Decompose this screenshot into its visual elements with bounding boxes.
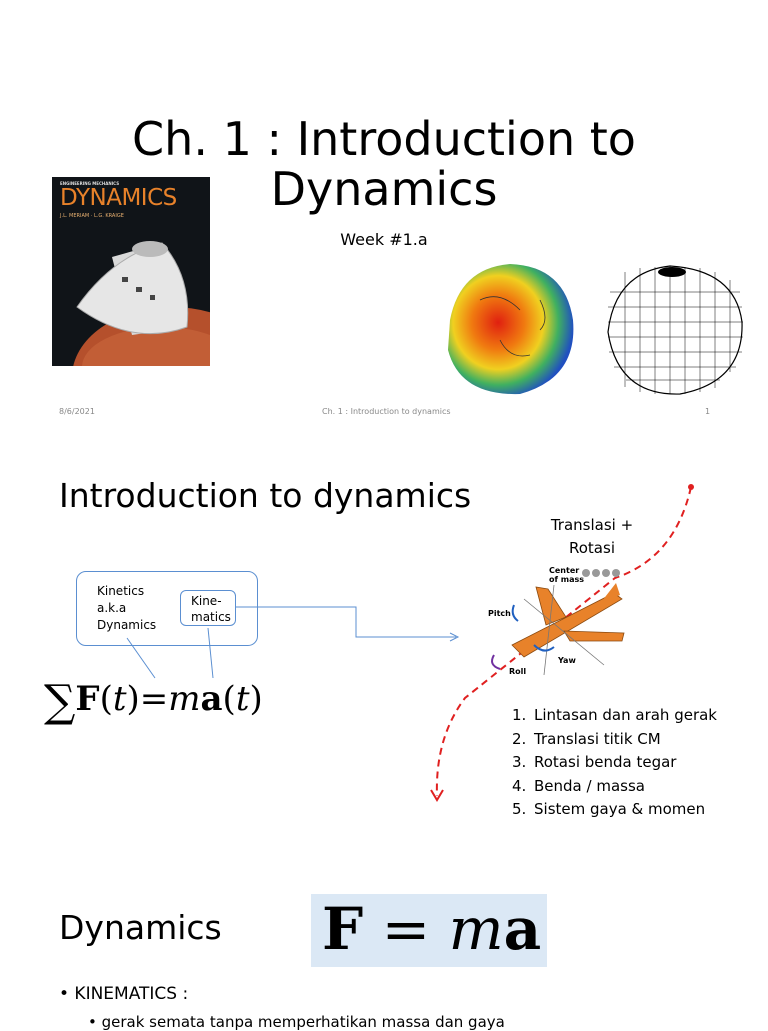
book-authors: J.L. MERIAM · L.G. KRAIGE [60,213,124,219]
list-item: 1. Lintasan dan arah gerak [512,706,717,724]
geoid-colored-image [440,260,580,400]
connector-arrow [236,607,456,637]
diagram-connectors [0,560,470,690]
bullet-kinematics: • KINEMATICS : [59,984,189,1004]
book-title: DYNAMICS [60,185,177,211]
slide1-subtitle: Week #1.a [340,230,428,249]
slide2-title: Introduction to dynamics [59,476,472,515]
spacecraft-illustration [52,177,210,366]
list-item: 4. Benda / massa [512,776,645,795]
kinetics-line: a.k.a [97,601,127,615]
translasi-line: Rotasi [569,539,615,557]
kinematics-line: Kine- [191,594,222,608]
newton-sum-formula: ∑F(t)=ma(t) [44,676,263,727]
label-pitch: Pitch [488,609,511,618]
translasi-line: Translasi + [550,516,634,534]
slide1-title-line2: Dynamics [270,162,498,216]
kinetics-line: Dynamics [97,618,157,632]
book-series: ENGINEERING MECHANICS [60,181,120,186]
label-roll: Roll [509,667,527,676]
connector-kinematics [208,628,213,678]
slide1-title-line1: Ch. 1 : Introduction to [132,112,636,166]
kinetics-line: Kinetics [97,584,145,598]
book-cover-image [52,177,210,366]
footer-page-number: 1 [705,407,711,416]
steps-list [512,704,717,822]
fma-formula: F = ma [322,895,542,963]
footer-date: 8/6/2021 [59,407,95,416]
footer-center: Ch. 1 : Introduction to dynamics [322,407,451,416]
label-center-of-mass: Center of mass [549,566,585,584]
geoid-wireframe-image [600,262,746,398]
slide3-title: Dynamics [59,908,222,947]
bullet-kinematics-detail: • gerak semata tanpa memperhatikan massa dan gaya [88,1013,505,1031]
list-item: 5. Sistem gaya & momen [512,800,706,818]
label-yaw: Yaw [558,656,576,665]
list-item: 2. Translasi titik CM [512,729,661,748]
connector-kinetics [127,638,155,678]
list-item: 3. Rotasi benda tegar [512,753,677,771]
kinematics-line: matics [191,610,231,624]
